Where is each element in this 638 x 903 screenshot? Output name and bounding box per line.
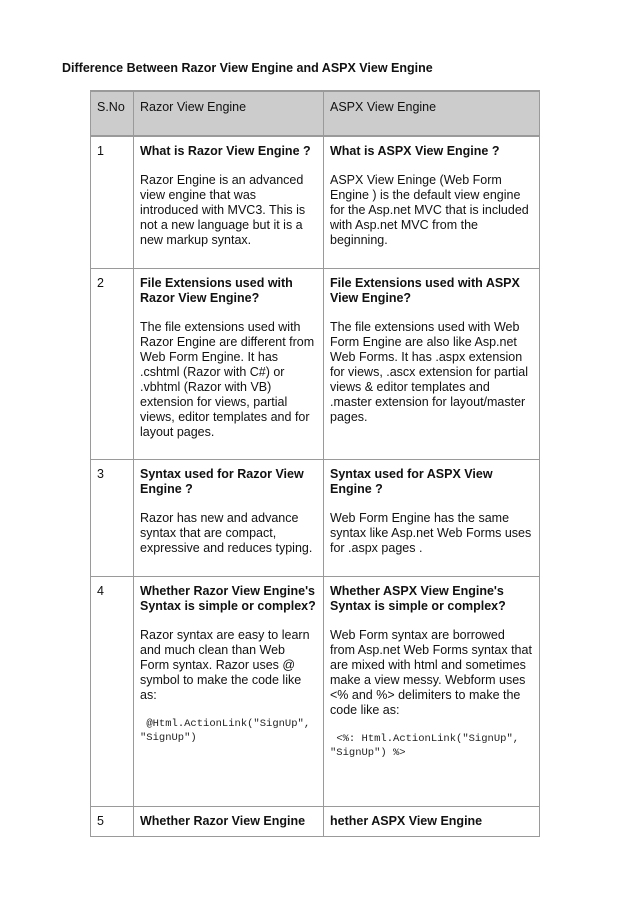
razor-answer: Razor has new and advance syntax that are compact, expressive and reduces typing.: [140, 511, 313, 555]
aspx-answer: ASPX View Eninge (Web Form Engine ) is the default view engine for the Asp.net MVC that is included with Asp.net MVC from the beginning.: [330, 173, 529, 247]
razor-question: Whether Razor View Engine's Syntax is simple or complex?: [140, 584, 316, 613]
razor-question: File Extensions used with Razor View Engine?: [140, 276, 293, 305]
razor-question: Syntax used for Razor View Engine ?: [140, 467, 304, 496]
aspx-question: Whether ASPX View Engine's Syntax is simple or complex?: [330, 584, 506, 613]
razor-cell: [134, 577, 324, 807]
table-row: [91, 577, 540, 807]
row-number: 4: [91, 577, 134, 807]
table-row: [91, 807, 540, 837]
aspx-question: Syntax used for ASPX View Engine ?: [330, 467, 493, 496]
razor-answer: Razor Engine is an advanced view engine that was introduced with MVC3. This is not a new language but it is a new markup syntax.: [140, 173, 306, 247]
document-title: Difference Between Razor View Engine and ASPX View Engine: [62, 61, 433, 75]
razor-question: What is Razor View Engine ?: [140, 144, 311, 158]
aspx-answer: Web Form syntax are borrowed from Asp.net Web Forms syntax that are mixed with html and sometimes make a view messy. Webform uses <% and %> delimiters to make the code like as:: [330, 628, 532, 717]
row-number: 3: [91, 460, 134, 577]
aspx-question: File Extensions used with ASPX View Engine?: [330, 276, 520, 305]
razor-cell: [134, 460, 324, 577]
header-razor: Razor View Engine: [134, 91, 324, 136]
aspx-cell: [324, 807, 540, 837]
aspx-question: hether ASPX View Engine: [330, 814, 483, 828]
aspx-question: What is ASPX View Engine ?: [330, 144, 500, 158]
aspx-cell: [324, 460, 540, 577]
razor-code-sample: @Html.ActionLink("SignUp", "SignUp"): [140, 718, 317, 744]
razor-cell: [134, 269, 324, 460]
aspx-cell: [324, 577, 540, 807]
razor-answer: The file extensions used with Razor Engine are different from Web Form Engine. It has .cshtml (Razor with C#) or .vbhtml (Razor with VB) extension for views, partial views, editor templates and for layout pages.: [140, 320, 315, 439]
razor-question: Whether Razor View Engine: [140, 814, 306, 828]
comparison-table: [90, 90, 540, 837]
header-sno: S.No: [91, 91, 134, 136]
aspx-cell: [324, 269, 540, 460]
row-number: 5: [91, 807, 134, 837]
row-number: 2: [91, 269, 134, 460]
aspx-cell: [324, 136, 540, 269]
table-row: [91, 269, 540, 460]
aspx-code-sample: <%: Html.ActionLink("SignUp", "SignUp") %>: [330, 733, 526, 759]
table-header-row: [91, 91, 540, 136]
row-number: 1: [91, 136, 134, 269]
header-aspx: ASPX View Engine: [324, 91, 540, 136]
table-row: [91, 460, 540, 577]
razor-answer: Razor syntax are easy to learn and much clean than Web Form syntax. Razor uses @ symbol to make the code like as:: [140, 628, 310, 702]
razor-cell: [134, 807, 324, 837]
razor-cell: [134, 136, 324, 269]
table-row: [91, 136, 540, 269]
aspx-answer: Web Form Engine has the same syntax like Asp.net Web Forms uses for .aspx pages .: [330, 511, 532, 555]
aspx-answer: The file extensions used with Web Form Engine are also like Asp.net Web Forms. It has .aspx extension for views, .ascx extension for partial views & editor templates and .master extension for layout/master pages.: [330, 320, 528, 424]
